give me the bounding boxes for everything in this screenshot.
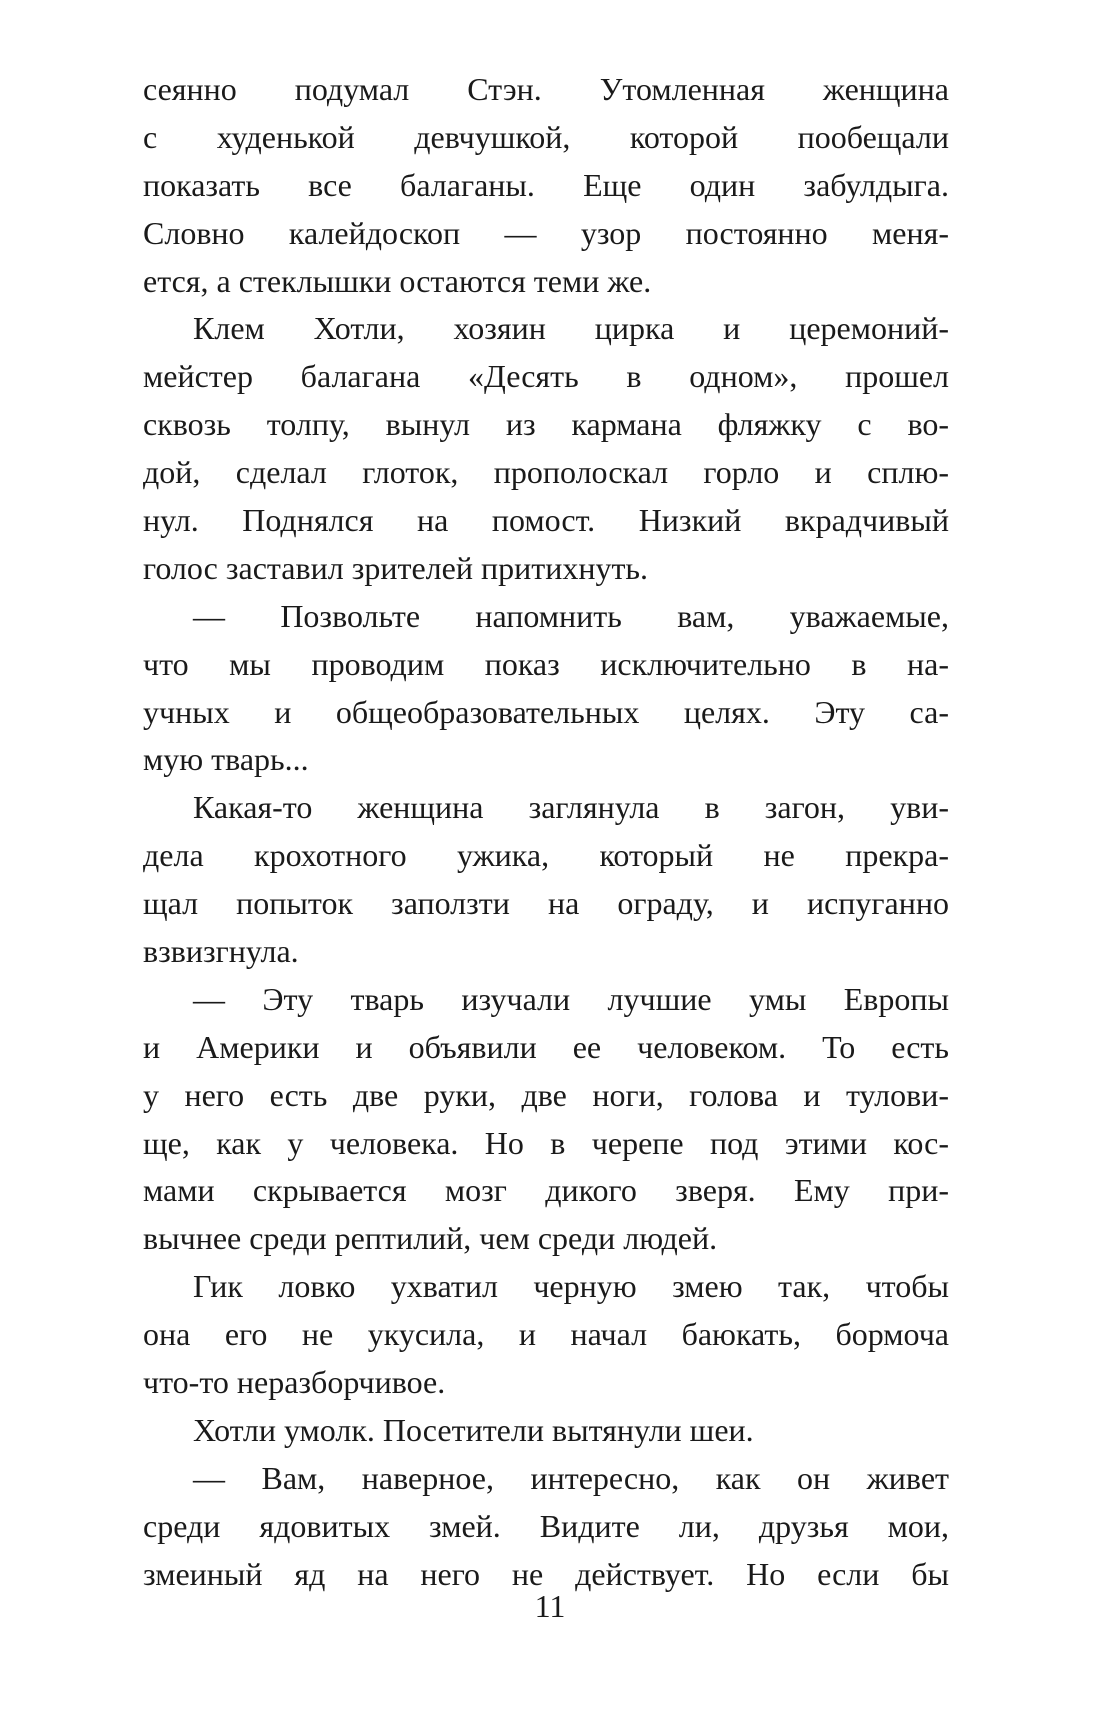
text-line: взвизгнула. <box>143 933 299 970</box>
text-line: вычнее среди рептилий, чем среди людей. <box>143 1220 718 1257</box>
text-line: сеянно подумал Стэн. Утомленная женщина <box>143 71 949 107</box>
text-line: Какая-то женщина заглянула в загон, уви- <box>193 789 949 826</box>
text-line: дой, сделал глоток, прополоскал горло и сплю- <box>143 454 949 491</box>
text-line: сквозь толпу, вынул из кармана фляжку с во- <box>143 406 949 443</box>
text-line: ще, как у человека. Но в черепе под этими кос- <box>143 1124 949 1161</box>
text-line: Клем Хотли, хозяин цирка и церемоний- <box>193 310 949 347</box>
text-line: — Позвольте напомнить вам, уважаемые, <box>193 597 949 634</box>
text-line: с худенькой девчушкой, которой пообещали <box>143 118 949 155</box>
text-line: нул. Поднялся на помост. Низкий вкрадчивый <box>143 502 949 539</box>
text-line: ется, а стеклышки остаются теми же. <box>143 262 652 299</box>
text-line: голос заставил зрителей притихнуть. <box>143 549 649 586</box>
text-line: мую тварь... <box>143 741 309 778</box>
text-line: она его не укусила, и начал баюкать, бормоча <box>143 1316 949 1353</box>
text-line: у него есть две руки, две ноги, голова и тулови- <box>143 1076 949 1113</box>
body-text <box>143 66 949 1599</box>
text-line: показать все балаганы. Еще один забулдыга. <box>143 166 949 203</box>
text-line: щал попыток заползти на ограду, и испуганно <box>143 885 949 922</box>
text-line: Гик ловко ухватил черную змею так, чтобы <box>193 1268 949 1305</box>
page-number: 11 <box>534 1588 566 1624</box>
text-line: — Эту тварь изучали лучшие умы Европы <box>193 980 949 1017</box>
text-line: мейстер балагана «Десять в одном», прошел <box>143 358 949 395</box>
text-line: Хотли умолк. Посетители вытянули шеи. <box>193 1411 754 1448</box>
text-line: Словно калейдоскоп — узор постоянно меня- <box>143 214 949 251</box>
text-line: что-то неразборчивое. <box>143 1364 446 1401</box>
text-line: — Вам, наверное, интересно, как он живет <box>193 1459 949 1496</box>
text-line: что мы проводим показ исключительно в на- <box>143 645 949 682</box>
text-line: среди ядовитых змей. Видите ли, друзья мои, <box>143 1507 949 1544</box>
text-line: учных и общеобразовательных целях. Эту са- <box>143 693 949 730</box>
text-line: мами скрывается мозг дикого зверя. Ему при- <box>143 1172 949 1209</box>
text-line: дела крохотного ужика, который не прекра- <box>143 837 949 874</box>
text-line: змеиный яд на него не действует. Но если бы <box>143 1555 949 1592</box>
text-line: и Америки и объявили ее человеком. То есть <box>143 1028 949 1065</box>
